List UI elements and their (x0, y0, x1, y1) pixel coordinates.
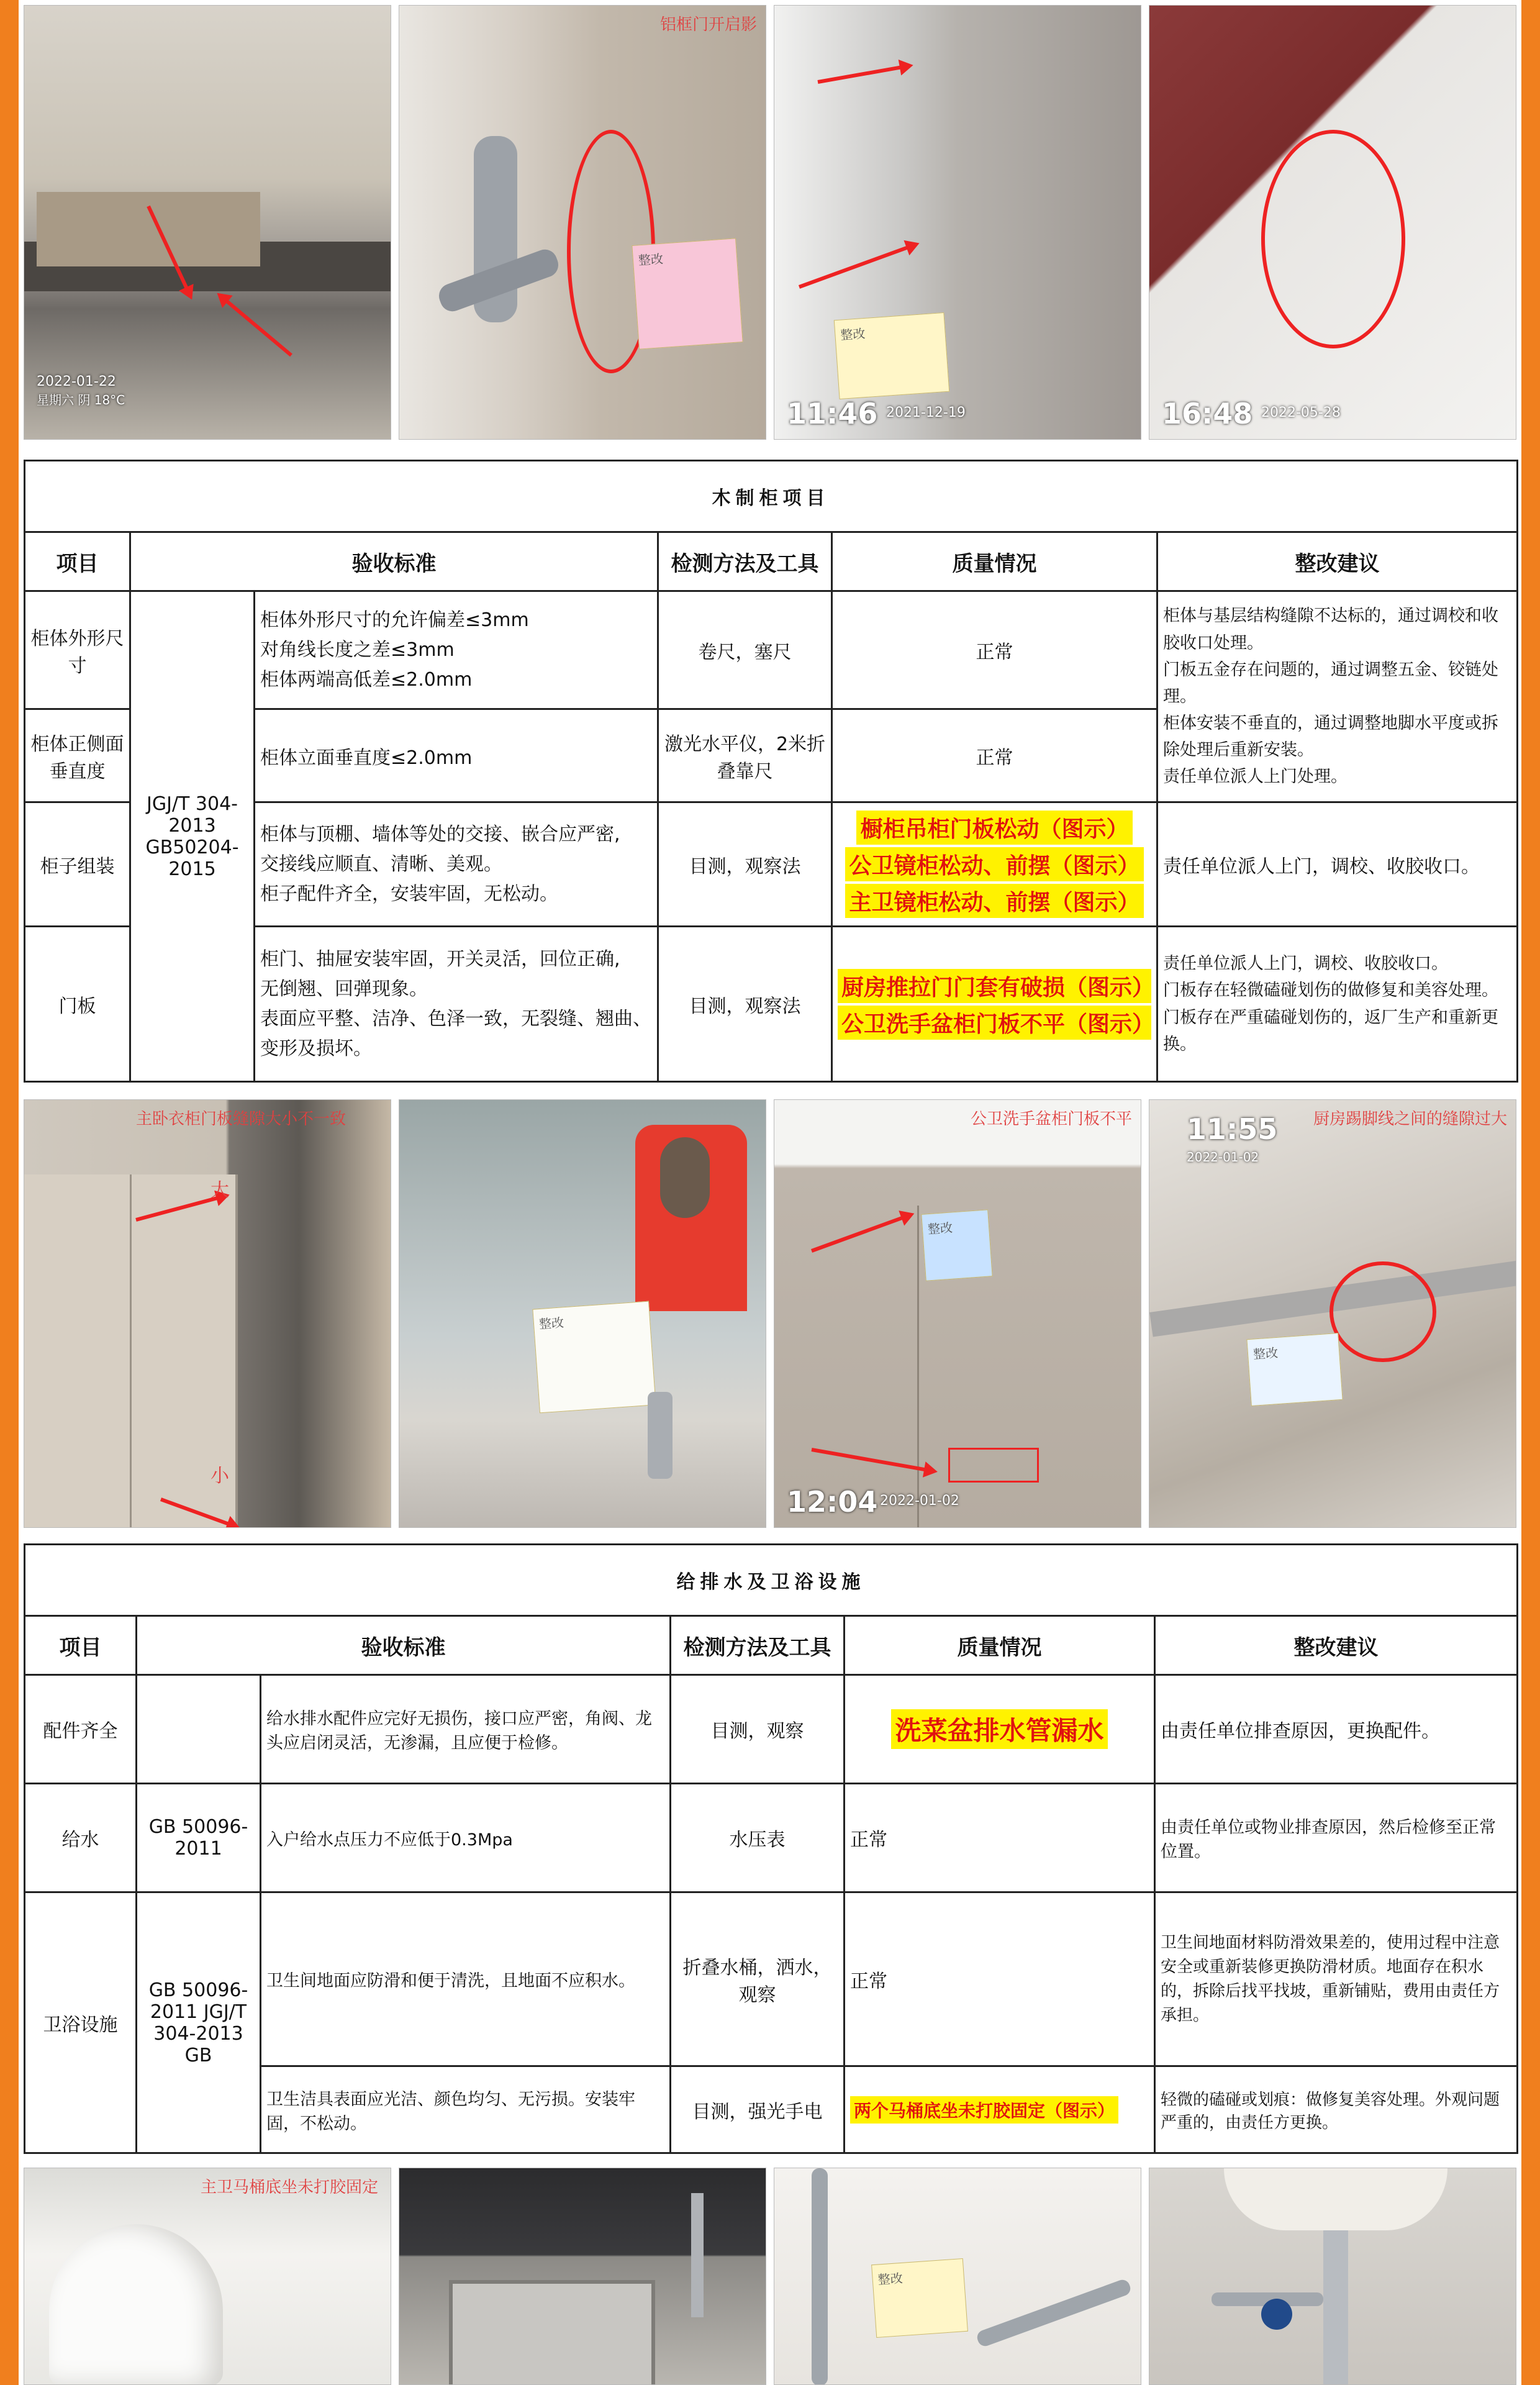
top-photo-row (24, 5, 1516, 440)
plumbing-table (24, 1543, 1518, 2154)
photo-door-hinge (1149, 5, 1516, 440)
method-cell: 目测，观察法 (658, 802, 832, 927)
standard-cell: 给水排水配件应完好无损伤，接口应严密，角阀、龙头应启闭灵活，无渗漏，且应便于检修。 (261, 1675, 671, 1784)
quality-cell: 橱柜吊柜门板松动（图示） 公卫镜柜松动、前摆（图示） 主卫镜柜松动、前摆（图示） (832, 802, 1157, 927)
photo-caption: 铝框门开启影 (659, 16, 757, 34)
method-cell: 水压表 (671, 1784, 845, 1892)
quality-cell: 正常 (832, 591, 1157, 709)
item-cell: 柜体正侧面垂直度 (25, 709, 130, 802)
advice-cell: 柜体与基层结构缝隙不达标的，通过调校和收胶收口处理。 门板五金存在问题的，通过调整五金、铰链处理。 柜体安装不垂直的，通过调整地脚水平度或拆除处理后重新安装。 责任单位派人上门处理。 (1157, 591, 1518, 802)
sticky-note: 整改 (1246, 1333, 1343, 1406)
item-cell: 柜体外形尺寸 (25, 591, 130, 709)
table-row (25, 1675, 1518, 1784)
photo-sub: 2022-01-02 (1187, 1150, 1259, 1165)
photo-drain-pipe (774, 2168, 1141, 2385)
sticky-note: 整改 (532, 1301, 656, 1414)
photo-mirror-cabinet (399, 1099, 766, 1528)
item-cell: 卫浴设施 (25, 1892, 137, 2153)
col-header: 项目 (25, 532, 130, 591)
table-title: 木制柜项目 (25, 461, 1518, 532)
standard-cell: 入户给水点压力不应低于0.3Mpa (261, 1784, 671, 1892)
advice-cell: 卫生间地面材料防滑效果差的，使用过程中注意安全或重新装修更换防滑材质。地面存在积水的，拆除后找平找坡，重新铺贴，费用由责任方承担。 (1155, 1892, 1518, 2066)
advice-cell: 轻微的磕碰或划痕：做修复美容处理。外观问题严重的，由责任方更换。 (1155, 2066, 1518, 2153)
item-cell: 给水 (25, 1784, 137, 1892)
ref-cell: GB 50096-2011 JGJ/T 304-2013 GB (137, 1892, 261, 2153)
ref-cell (137, 1675, 261, 1784)
photo-time: 11:46 (787, 397, 878, 430)
quality-cell: 正常 (845, 1892, 1155, 2066)
bottom-photo-row (24, 2168, 1516, 2385)
col-header: 检测方法及工具 (658, 532, 832, 591)
photo-time: 11:55 (1187, 1112, 1278, 1146)
photo-sub: 2021-12-19 (886, 405, 966, 420)
sticky-note: 整改 (871, 2258, 968, 2338)
photo-caption: 主卧衣柜门板缝隙大小不一致 (136, 1110, 346, 1129)
table-row (25, 1784, 1518, 1892)
method-cell: 目测，观察法 (658, 927, 832, 1082)
standard-cell: 柜体立面垂直度≤2.0mm (255, 709, 658, 802)
photo-door-handle (399, 5, 766, 440)
tag-large: 大 (211, 1179, 229, 1201)
standard-cell: 柜体外形尺寸的允许偏差≤3mm 对角线长度之差≤3mm 柜体两端高低差≤2.0mm (255, 591, 658, 709)
quality-cell: 洗菜盆排水管漏水 (845, 1675, 1155, 1784)
standard-cell: 柜门、抽屉安装牢固，开关灵活，回位正确, 无倒翘、回弹现象。 表面应平整、洁净、色泽一致，无裂缝、翘曲、 变形及损坏。 (255, 927, 658, 1082)
photo-caption: 主卫马桶底坐未打胶固定 (200, 2178, 378, 2197)
col-header: 质量情况 (832, 532, 1157, 591)
standard-ref-cell: JGJ/T 304-2013 GB50204-2015 (130, 591, 255, 1082)
table-row (25, 591, 1518, 709)
photo-kitchen-gap (1149, 1099, 1516, 1528)
photo-wardrobe (24, 1099, 391, 1528)
sticky-note: 整改 (632, 238, 743, 349)
col-header: 整改建议 (1155, 1616, 1518, 1675)
sticky-note: 整改 (834, 312, 949, 399)
quality-cell: 正常 (845, 1784, 1155, 1892)
photo-basin-drain (1149, 2168, 1516, 2385)
quality-cell: 厨房推拉门门套有破损（图示） 公卫洗手盆柜门板不平（图示） (832, 927, 1157, 1082)
method-cell: 卷尺，塞尺 (658, 591, 832, 709)
method-cell: 折叠水桶，洒水，观察 (671, 1892, 845, 2066)
quality-cell: 两个马桶底坐未打胶固定（图示） (845, 2066, 1155, 2153)
item-cell: 柜子组装 (25, 802, 130, 927)
item-cell: 配件齐全 (25, 1675, 137, 1784)
col-header: 验收标准 (137, 1616, 671, 1675)
photo-time: 16:48 (1162, 397, 1253, 430)
photo-kitchen-sink (399, 2168, 766, 2385)
photo-door-frame (774, 5, 1141, 440)
method-cell: 目测，观察 (671, 1675, 845, 1784)
standard-cell: 卫生间地面应防滑和便于清洗，且地面不应积水。 (261, 1892, 671, 2066)
cabinet-table (24, 460, 1518, 1083)
advice-cell: 由责任单位排查原因，更换配件。 (1155, 1675, 1518, 1784)
ref-cell: GB 50096-2011 (137, 1784, 261, 1892)
photo-sub: 2022-05-28 (1261, 405, 1341, 420)
col-header: 质量情况 (845, 1616, 1155, 1675)
advice-cell: 责任单位派人上门，调校、收胶收口。 门板存在轻微磕碰划伤的做修复和美容处理。 门板存在严重磕碰划伤的，返厂生产和重新更换。 (1157, 927, 1518, 1082)
photo-sub: 星期六 阴 18°C (37, 393, 125, 407)
photo-date: 2022-01-22 (37, 374, 116, 389)
col-header: 验收标准 (130, 532, 658, 591)
col-header: 检测方法及工具 (671, 1616, 845, 1675)
method-cell: 激光水平仪，2米折叠靠尺 (658, 709, 832, 802)
method-cell: 目测，强光手电 (671, 2066, 845, 2153)
photo-washbasin-cabinet (774, 1099, 1141, 1528)
table-row (25, 1892, 1518, 2066)
advice-cell: 由责任单位或物业排查原因，然后检修至正常位置。 (1155, 1784, 1518, 1892)
item-cell: 门板 (25, 927, 130, 1082)
photo-caption: 厨房踢脚线之间的缝隙过大 (1313, 1110, 1507, 1129)
standard-cell: 卫生洁具表面应光洁、颜色均匀、无污损。安装牢固，不松动。 (261, 2066, 671, 2153)
col-header: 项目 (25, 1616, 137, 1675)
photo-sub: 2022-01-02 (880, 1493, 959, 1509)
advice-cell: 责任单位派人上门，调校、收胶收口。 (1157, 802, 1518, 927)
mid-photo-row (24, 1099, 1516, 1528)
quality-cell: 正常 (832, 709, 1157, 802)
col-header: 整改建议 (1157, 532, 1518, 591)
standard-cell: 柜体与顶棚、墙体等处的交接、嵌合应严密, 交接线应顺直、清晰、美观。 柜子配件齐全，安装牢固，无松动。 (255, 802, 658, 927)
report-page (19, 0, 1521, 2385)
table-title: 给排水及卫浴设施 (25, 1545, 1518, 1616)
tag-small: 小 (211, 1465, 229, 1487)
sticky-note: 整改 (921, 1209, 992, 1281)
photo-caption: 公卫洗手盆柜门板不平 (970, 1110, 1132, 1129)
photo-time: 12:04 (787, 1485, 878, 1519)
photo-door-threshold (24, 5, 391, 440)
photo-toilet (24, 2168, 391, 2385)
